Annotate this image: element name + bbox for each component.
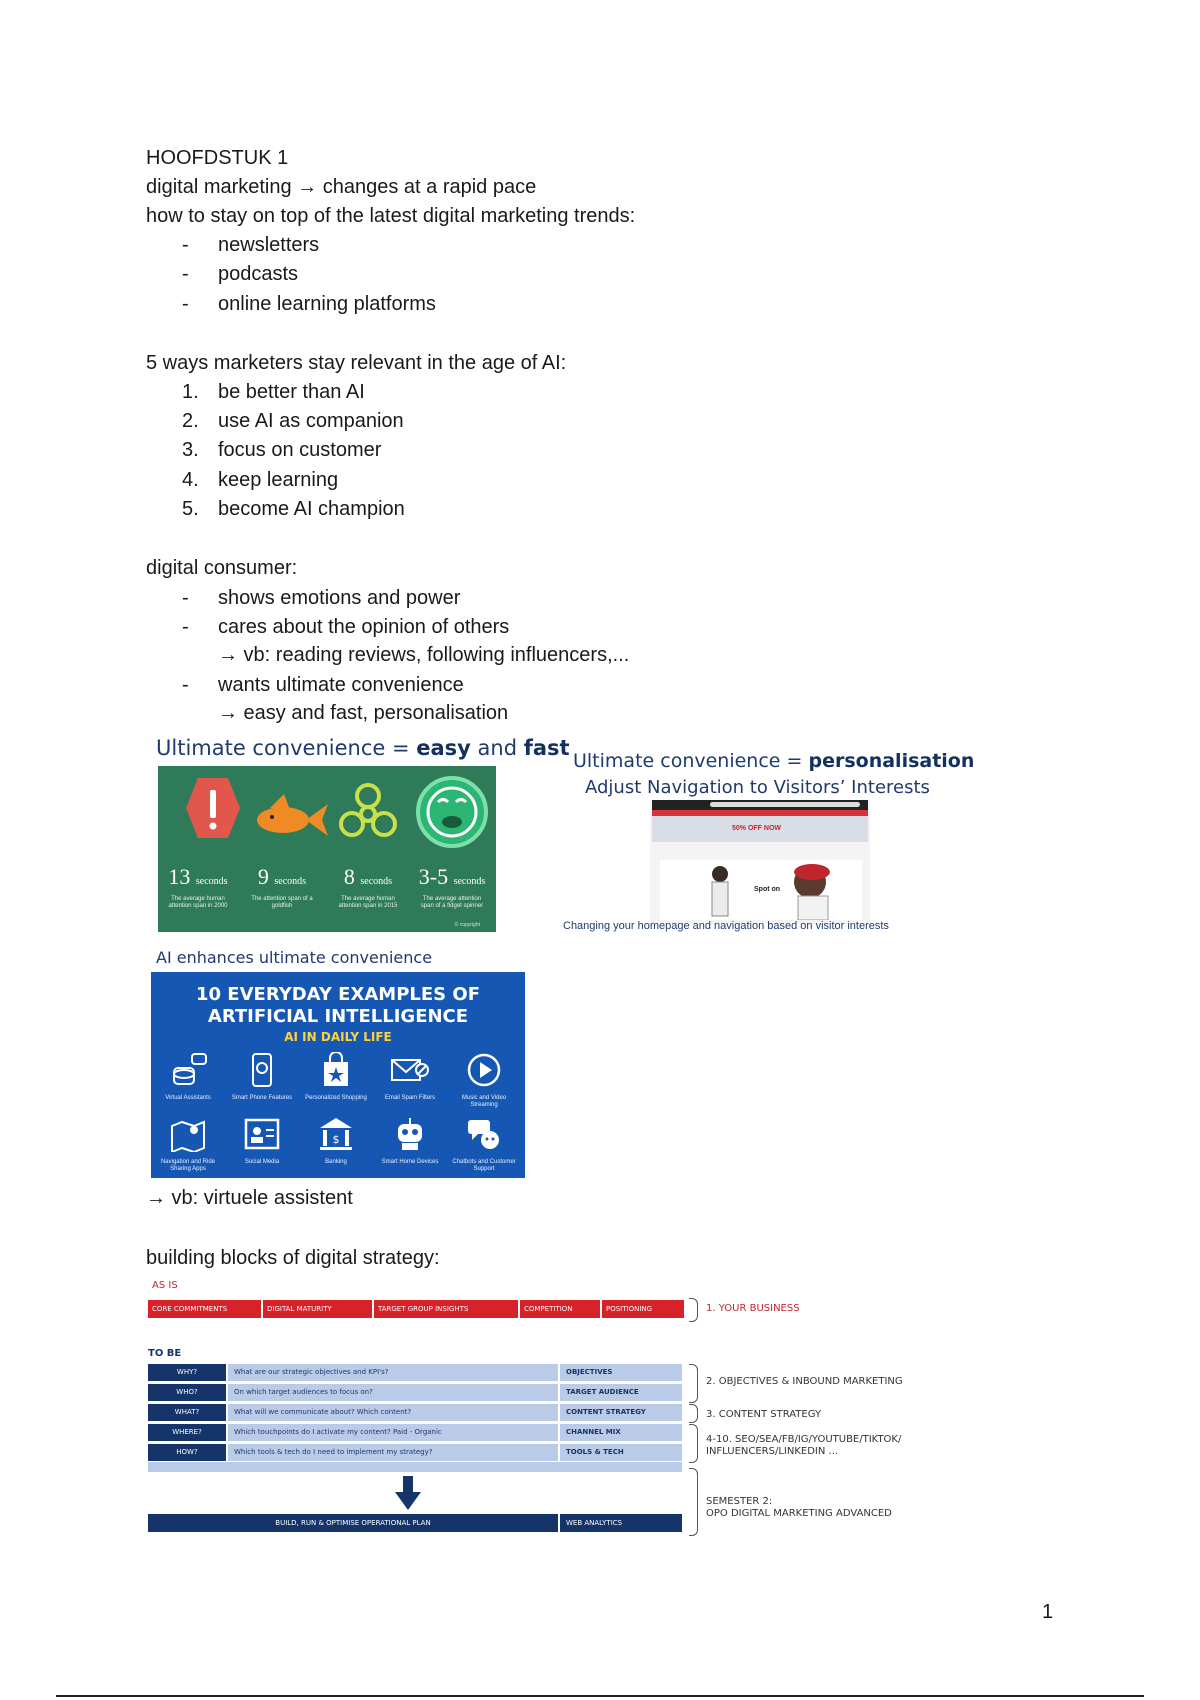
ai-example-item <box>375 1116 445 1166</box>
intro-line-2: how to stay on top of the latest digital marketing trends: <box>146 205 636 227</box>
virtual-assistant-icon <box>168 1052 208 1088</box>
row-label: WHY? <box>148 1364 226 1381</box>
objectives-note: 2. OBJECTIVES & INBOUND MARKETING <box>706 1376 903 1387</box>
stat-caption: The average human attention span in 2015 <box>338 896 398 909</box>
table-row <box>148 1444 682 1461</box>
ai-example-label: Personalized Shopping <box>305 1095 367 1101</box>
map-icon <box>168 1116 208 1152</box>
product-promo <box>660 860 862 920</box>
as-is-segment: TARGET GROUP INSIGHTS <box>374 1300 520 1318</box>
list-item: online learning platforms <box>218 293 436 315</box>
bracket <box>689 1404 698 1423</box>
ai-example-item <box>301 1116 371 1166</box>
example-line: → vb: virtuele assistent <box>146 1187 353 1209</box>
building-blocks-title: building blocks of digital strategy: <box>146 1247 440 1269</box>
play-icon <box>464 1052 504 1088</box>
list-item: newsletters <box>218 234 320 256</box>
ai-example-item <box>153 1052 223 1102</box>
bank-icon <box>316 1116 356 1152</box>
ai-example-label: Banking <box>325 1159 347 1165</box>
robot-icon <box>390 1116 430 1152</box>
profile-card-icon <box>242 1116 282 1152</box>
list-dash: - <box>182 616 189 638</box>
stat-column <box>328 766 408 932</box>
list-number: 3. <box>182 439 199 461</box>
attention-span-infographic <box>158 766 496 932</box>
as-is-segment: CORE COMMITMENTS <box>148 1300 263 1318</box>
personalisation-caption: Changing your homepage and navigation based on visitor interests <box>563 920 889 932</box>
ai-example-label: Chatbots and Customer Support <box>452 1159 516 1172</box>
bracket <box>689 1424 698 1463</box>
list-item: become AI champion <box>218 498 405 520</box>
row-label: HOW? <box>148 1444 226 1461</box>
infographic-credit: © copyright <box>454 922 480 928</box>
ai-section-title: 5 ways marketers stay relevant in the age of AI: <box>146 352 567 374</box>
svg-text:$: $ <box>332 1133 340 1146</box>
ai-example-label: Music and Video Streaming <box>461 1095 507 1108</box>
bracket <box>689 1468 698 1536</box>
list-item: be better than AI <box>218 381 365 403</box>
email-spam-icon <box>390 1052 430 1088</box>
address-bar <box>710 802 860 807</box>
ai-example-item <box>449 1116 519 1173</box>
as-is-note: 1. YOUR BUSINESS <box>706 1303 800 1314</box>
stat-caption: The average human attention span in 2000 <box>168 896 228 909</box>
row-question: Which touchpoints do I activate my content? Paid - Organic <box>228 1424 558 1441</box>
stat-value: 13 <box>168 864 191 889</box>
banner-text: 50% OFF NOW <box>732 825 782 832</box>
stat-unit: seconds <box>274 876 307 887</box>
list-item: cares about the opinion of others <box>218 616 510 638</box>
website-screenshot <box>650 800 870 924</box>
list-number: 1. <box>182 381 199 403</box>
page-number: 1 <box>1042 1601 1054 1623</box>
ai-examples-infographic <box>151 972 525 1178</box>
list-subitem: → vb: reading reviews, following influencers,... <box>218 644 630 666</box>
row-tag: TOOLS & TECH <box>560 1444 682 1461</box>
infographic-subtitle: AI IN DAILY LIFE <box>284 1030 392 1044</box>
intro-line-1: digital marketing → changes at a rapid pace <box>146 176 537 198</box>
row-tag: CHANNEL MIX <box>560 1424 682 1441</box>
infographic-title-line-1: 10 EVERYDAY EXAMPLES OF <box>195 984 480 1005</box>
list-number: 4. <box>182 469 199 491</box>
list-number: 2. <box>182 410 199 432</box>
stat-caption: The attention span of a goldfish <box>251 896 313 909</box>
list-item: shows emotions and power <box>218 587 461 609</box>
list-dash: - <box>182 293 189 315</box>
stat-unit: seconds <box>360 876 393 887</box>
bracket <box>689 1364 698 1403</box>
content-note: 3. CONTENT STRATEGY <box>706 1409 822 1420</box>
to-be-label: TO BE <box>148 1348 182 1359</box>
as-is-segment: DIGITAL MATURITY <box>263 1300 374 1318</box>
ai-example-item <box>301 1052 371 1102</box>
stat-unit: seconds <box>195 876 228 887</box>
ai-example-label: Navigation and Ride Sharing Apps <box>160 1159 216 1172</box>
page-heading: HOOFDSTUK 1 <box>146 147 289 169</box>
row-tag: CONTENT STRATEGY <box>560 1404 682 1421</box>
bottom-rule <box>56 1695 1144 1697</box>
personalisation-figure-title: Ultimate convenience = personalisation <box>573 750 975 772</box>
ai-example-item <box>375 1052 445 1102</box>
hero-banner <box>652 816 868 842</box>
row-label: WHAT? <box>148 1404 226 1421</box>
list-item: keep learning <box>218 469 339 491</box>
as-is-segment: POSITIONING <box>602 1300 684 1318</box>
digital-strategy-diagram <box>148 1278 908 1538</box>
list-number: 5. <box>182 498 199 520</box>
chatbot-icon <box>464 1116 504 1152</box>
list-dash: - <box>182 674 189 696</box>
stat-value: 9 <box>257 864 269 889</box>
ai-example-item <box>227 1116 297 1166</box>
table-row <box>148 1364 682 1381</box>
list-item: podcasts <box>218 263 299 285</box>
as-is-label: AS IS <box>152 1280 178 1291</box>
semester-note-line-1: SEMESTER 2: <box>706 1496 773 1507</box>
ai-example-label: Smart Home Devices <box>381 1159 439 1165</box>
ai-example-label: Virtual Assistants <box>165 1095 211 1101</box>
channels-note-line-1: 4-10. SEO/SEA/FB/IG/YOUTUBE/TIKTOK/ <box>706 1434 902 1445</box>
ai-example-label: Smart Phone Features <box>231 1095 293 1101</box>
smartphone-icon <box>242 1052 282 1088</box>
stat-value: 3-5 <box>418 864 449 889</box>
channels-note-line-2: INFLUENCERS/LINKEDIN ... <box>706 1446 839 1457</box>
stat-unit: seconds <box>453 876 486 887</box>
convenience-figure-title: Ultimate convenience = easy and fast <box>156 736 570 760</box>
stat-caption: The average attention span of a fidget spinner <box>420 896 484 909</box>
table-row <box>148 1384 682 1401</box>
bracket <box>689 1298 698 1322</box>
list-item: focus on customer <box>218 439 382 461</box>
list-dash: - <box>182 234 189 256</box>
row-question: What will we communicate about? Which content? <box>228 1404 558 1421</box>
ai-figure-caption: AI enhances ultimate convenience <box>156 948 433 967</box>
stat-value: 8 <box>343 864 355 889</box>
table-row <box>148 1404 682 1421</box>
table-row <box>148 1424 682 1441</box>
stat-column <box>158 766 238 932</box>
ai-example-label: Email Spam Filters <box>384 1095 436 1101</box>
row-label: WHERE? <box>148 1424 226 1441</box>
personalisation-figure-subtitle: Adjust Navigation to Visitors’ Interests <box>585 777 930 798</box>
promo-text: Spot on <box>754 886 781 893</box>
list-dash: - <box>182 263 189 285</box>
ai-example-item <box>227 1052 297 1102</box>
ai-example-item <box>153 1116 223 1173</box>
list-item: use AI as companion <box>218 410 404 432</box>
operational-plan-bar: BUILD, RUN & OPTIMISE OPERATIONAL PLAN <box>148 1514 558 1532</box>
row-tag: TARGET AUDIENCE <box>560 1384 682 1401</box>
shopping-bag-icon <box>316 1052 356 1088</box>
list-dash: - <box>182 587 189 609</box>
list-subitem: → easy and fast, personalisation <box>218 702 509 724</box>
row-question: Which tools & tech do I need to implement my strategy? <box>228 1444 558 1461</box>
table-footer-band <box>148 1462 682 1472</box>
row-tag: OBJECTIVES <box>560 1364 682 1381</box>
row-question: On which target audiences to focus on? <box>228 1384 558 1401</box>
ai-example-label: Social Media <box>244 1159 280 1165</box>
stat-column <box>242 766 322 932</box>
infographic-title-line-2: ARTIFICIAL INTELLIGENCE <box>207 1006 469 1027</box>
consumer-title: digital consumer: <box>146 557 298 579</box>
web-analytics-tag: WEB ANALYTICS <box>560 1514 682 1532</box>
ai-example-item <box>449 1052 519 1109</box>
stat-column <box>412 766 492 932</box>
row-label: WHO? <box>148 1384 226 1401</box>
row-question: What are our strategic objectives and KPI's? <box>228 1364 558 1381</box>
as-is-segment: COMPETITION <box>520 1300 602 1318</box>
list-item: wants ultimate convenience <box>218 674 464 696</box>
down-arrow-icon <box>395 1476 421 1510</box>
semester-note-line-2: OPO DIGITAL MARKETING ADVANCED <box>706 1508 892 1519</box>
